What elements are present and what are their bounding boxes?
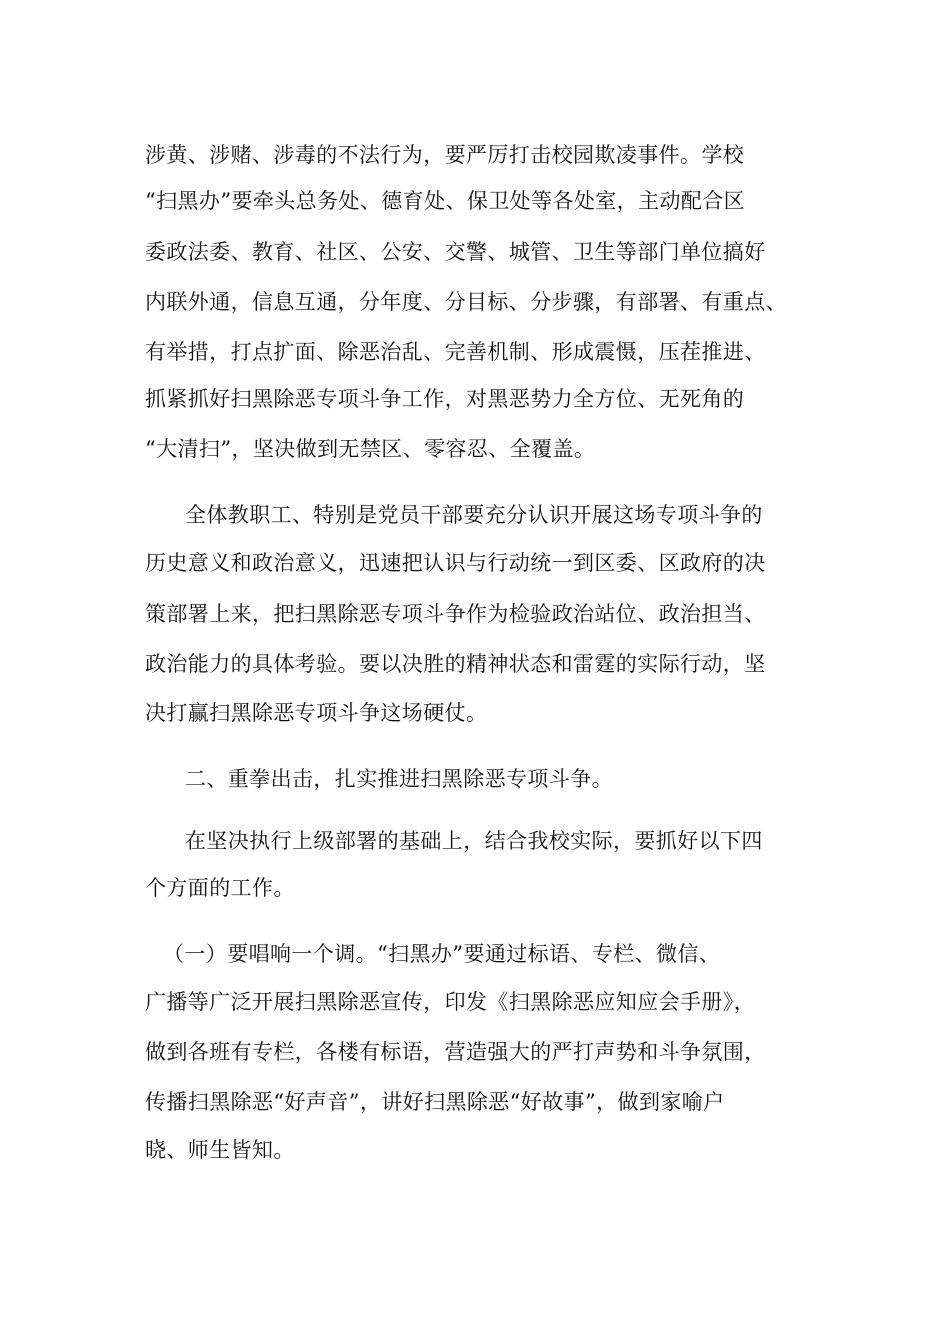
- body-text-line: 涉黄、涉赌、涉毒的不法行为，要严厉打击校园欺凌事件。学校: [145, 143, 745, 167]
- body-text-line: “大清扫”，坚决做到无禁区、零容忍、全覆盖。: [145, 437, 596, 461]
- body-text-line: 政治能力的具体考验。要以决胜的精神状态和雷霆的实际行动，坚: [145, 652, 766, 676]
- body-text-line: （一）要唱响一个调。“扫黑办”要通过标语、专栏、微信、: [163, 942, 721, 966]
- body-text-line: 抓紧抓好扫黑除恶专项斗争工作，对黑恶势力全方位、无死角的: [145, 387, 745, 411]
- body-text-line: 传播扫黑除恶“好声音”，讲好扫黑除恶“好故事”，做到家喻户: [145, 1090, 725, 1114]
- body-text-line: “扫黑办”要牵头总务处、德育处、保卫处等各处室，主动配合区: [145, 189, 746, 213]
- body-text-line: 有举措，打点扩面、除恶治乱、完善机制、形成震慑，压茬推进、: [145, 340, 766, 364]
- body-text-line: 决打赢扫黑除恶专项斗争这场硬仗。: [145, 701, 488, 725]
- body-text-line: 全体教职工、特别是党员干部要充分认识开展这场专项斗争的: [185, 503, 763, 527]
- body-text-line: 做到各班有专栏，各楼有标语，营造强大的严打声势和斗争氛围，: [145, 1040, 766, 1064]
- body-text-line: 内联外通，信息互通，分年度、分目标、分步骤，有部署、有重点、: [145, 290, 787, 314]
- section-heading: 二、重拳出击，扎实推进扫黑除恶专项斗争。: [185, 767, 613, 791]
- body-text-line: 历史意义和政治意义，迅速把认识与行动统一到区委、区政府的决: [145, 551, 766, 575]
- body-text-line: 晓、师生皆知。: [145, 1138, 295, 1162]
- body-text-line: 个方面的工作。: [145, 876, 295, 900]
- body-text-line: 广播等广泛开展扫黑除恶宣传，印发《扫黑除恶应知应会手册》，: [145, 990, 756, 1014]
- body-text-line: 策部署上来，把扫黑除恶专项斗争作为检验政治站位、政治担当、: [145, 602, 766, 626]
- body-text-line: 委政法委、教育、社区、公安、交警、城管、卫生等部门单位搞好: [145, 240, 766, 264]
- body-text-line: 在坚决执行上级部署的基础上，结合我校实际，要抓好以下四: [185, 829, 763, 853]
